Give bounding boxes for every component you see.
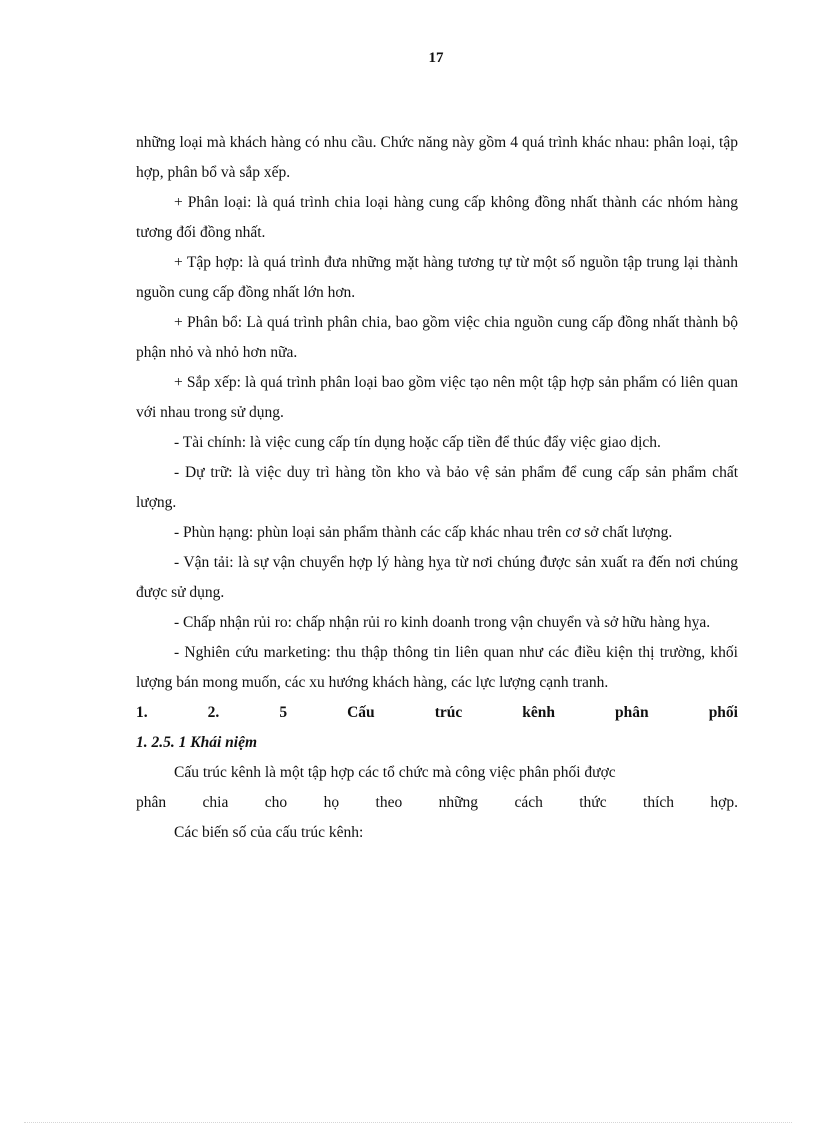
paragraph-sap-xep: + Sắp xếp: là quá trình phân loại bao gồm việc tạo nên một tập hợp sản phẩm có liên quan với nhau trong sử dụng. bbox=[136, 374, 738, 421]
paragraph-tai-chinh: - Tài chính: là việc cung cấp tín dụng hoặc cấp tiền để thúc đẩy việc giao dịch. bbox=[174, 434, 661, 451]
paragraph-rui-ro: - Chấp nhận rủi ro: chấp nhận rủi ro kinh doanh trong vận chuyển và sở hữu hàng hỵa. bbox=[174, 614, 711, 631]
paragraph-phan-loai: + Phân loại: là quá trình chia loại hàng cung cấp không đồng nhất thành các nhóm hàng tương đối đồng nhất. bbox=[136, 194, 738, 241]
document-body bbox=[136, 128, 738, 848]
paragraph-van-tai: - Vận tải: là sự vận chuyển hợp lý hàng hỵa từ nơi chúng được sản xuất ra đến nơi chúng được sử dụng. bbox=[136, 554, 738, 601]
section-heading: 1. 2. 5 Cấu trúc kênh phân phối bbox=[136, 704, 738, 721]
sub-heading: 1. 2.5. 1 Khái niệm bbox=[136, 734, 258, 751]
paragraph-phan-hang: - Phùn hạng: phùn loại sản phẩm thành các cấp khác nhau trên cơ sở chất lượng. bbox=[174, 524, 673, 541]
page-number: 17 bbox=[428, 50, 444, 66]
paragraph-intro: những loại mà khách hàng có nhu cầu. Chức năng này gồm 4 quá trình khác nhau: phân loại, tập hợp, phân bổ và sắp xếp. bbox=[136, 134, 738, 181]
variables-intro: Các biến số của cấu trúc kênh: bbox=[174, 824, 364, 841]
paragraph-nghien-cuu: - Nghiên cứu marketing: thu thập thông tin liên quan như các điều kiện thị trường, khối lượng bán mong muốn, các xu hướng khách hàng, các lực lượng cạnh tranh. bbox=[136, 644, 738, 691]
definition-line-1: Cấu trúc kênh là một tập hợp các tổ chức mà công việc phân phối được bbox=[174, 764, 616, 781]
paragraph-tap-hop: + Tập hợp: là quá trình đưa những mặt hàng tương tự từ một số nguồn tập trung lại thành nguồn cung cấp đồng nhất lớn hơn. bbox=[136, 254, 738, 301]
paragraph-phan-bo: + Phân bổ: Là quá trình phân chia, bao gồm việc chia nguồn cung cấp đồng nhất thành bộ phận nhỏ và nhỏ hơn nữa. bbox=[136, 314, 738, 361]
paragraph-du-tru: - Dự trữ: là việc duy trì hàng tồn kho và bảo vệ sản phẩm để cung cấp sản phẩm chất lượng. bbox=[136, 464, 738, 511]
definition-line-2: phân chia cho họ theo những cách thức thích hợp. bbox=[136, 794, 738, 811]
